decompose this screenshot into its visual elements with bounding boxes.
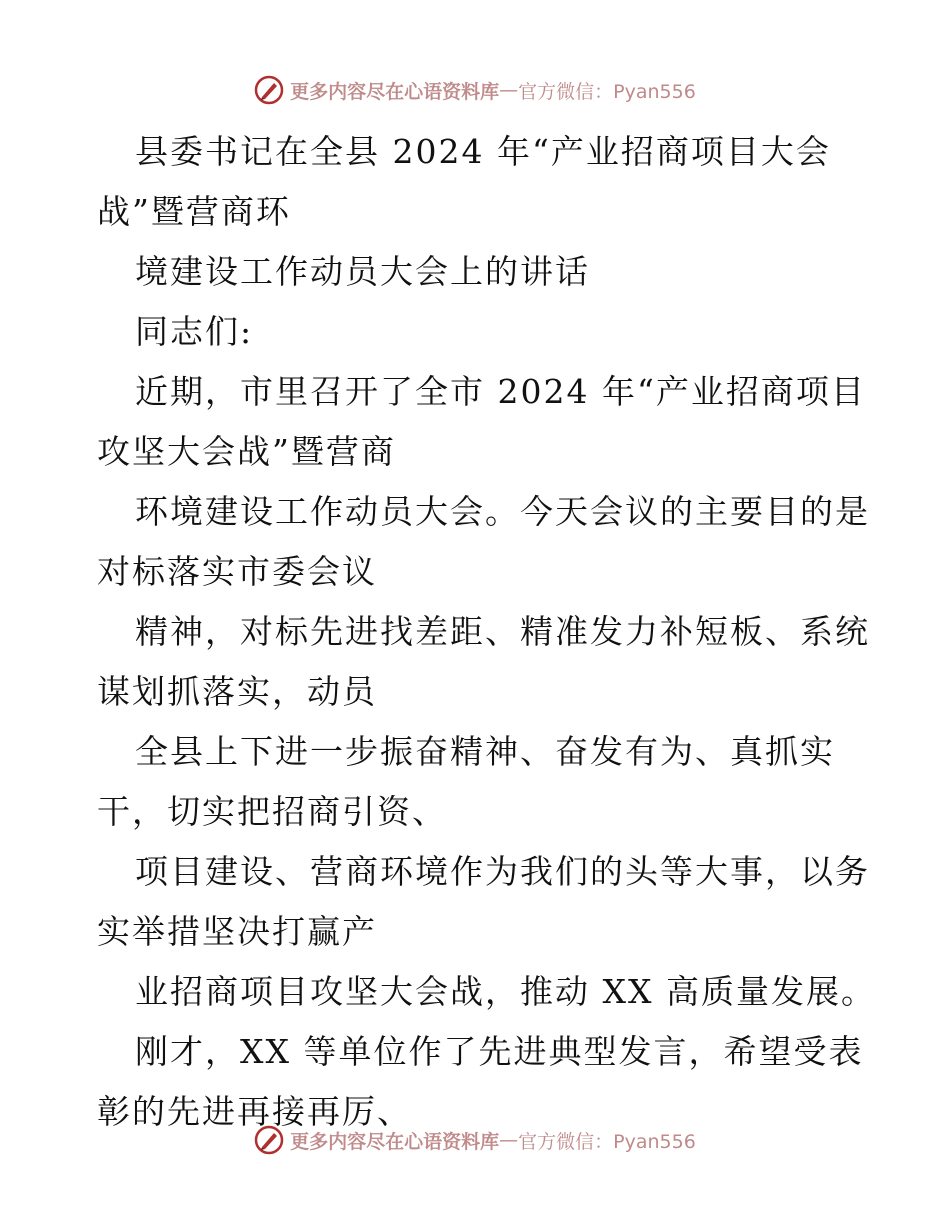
footer-watermark bbox=[0, 1120, 950, 1160]
watermark-separator: — bbox=[499, 79, 519, 101]
text-line: 战”暨营商环 bbox=[97, 192, 291, 231]
text-line: 对标落实市委会议 bbox=[97, 552, 377, 591]
text-line: 境建设工作动员大会上的讲话 bbox=[135, 252, 590, 291]
text-line: 全县上下进一步振奋精神、奋发有为、真抓实 bbox=[135, 732, 835, 771]
header-watermark bbox=[0, 70, 950, 110]
text-line: 业招商项目攻坚大会战，推动 XX 高质量发展。 bbox=[135, 972, 876, 1011]
text-line: 项目建设、营商环境作为我们的头等大事，以务 bbox=[135, 852, 870, 891]
text-line: 谋划抓落实，动员 bbox=[97, 672, 377, 711]
text-line: 县委书记在全县 2024 年“产业招商项目大会 bbox=[135, 132, 831, 171]
salutation: 同志们: bbox=[135, 312, 254, 351]
text-line: 环境建设工作动员大会。今天会议的主要目的是 bbox=[135, 492, 870, 531]
text-line: 彰的先进再接再厉、 bbox=[97, 1092, 412, 1131]
watermark-separator: — bbox=[499, 1129, 519, 1151]
watermark-contact: 官方微信：Pyan556 bbox=[518, 80, 696, 103]
text-line: 干，切实把招商引资、 bbox=[97, 792, 447, 831]
watermark-contact: 官方微信：Pyan556 bbox=[518, 1130, 696, 1153]
pen-logo-icon bbox=[254, 75, 284, 105]
watermark-brand: 更多内容尽在心语资料库 bbox=[290, 1130, 500, 1153]
text-line: 近期，市里召开了全市 2024 年“产业招商项目 bbox=[135, 372, 866, 411]
text-line: 精神，对标先进找差距、精准发力补短板、系统 bbox=[135, 612, 870, 651]
text-line: 攻坚大会战”暨营商 bbox=[97, 432, 396, 471]
text-line: 刚才，XX 等单位作了先进典型发言，希望受表 bbox=[135, 1032, 864, 1071]
text-line: 实举措坚决打赢产 bbox=[97, 912, 377, 951]
pen-logo-icon bbox=[254, 1125, 284, 1155]
document-body bbox=[97, 122, 877, 1142]
watermark-brand: 更多内容尽在心语资料库 bbox=[290, 80, 500, 103]
